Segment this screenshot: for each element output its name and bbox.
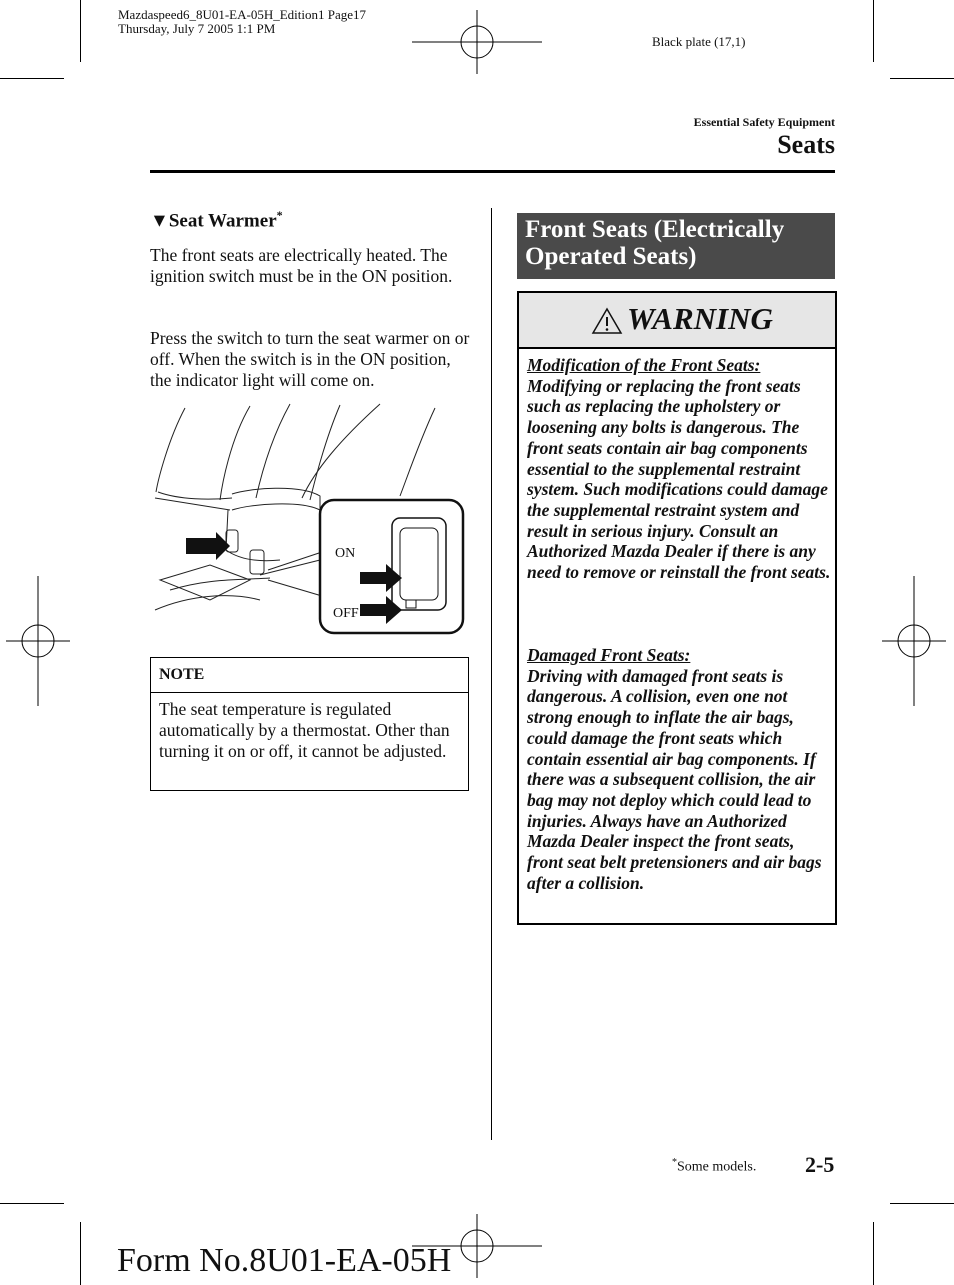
crop-mark [873,0,874,62]
column-divider [491,208,492,1140]
warning-title: WARNING [627,301,773,336]
form-number: Form No.8U01-EA-05H [117,1242,452,1279]
footnote [672,1157,756,1176]
note-text: The seat temperature is regulated automatically by a thermostat. Other than turning it on or off, it cannot be adjusted. [159,699,450,761]
page-title: Seats [777,130,835,159]
seat-warmer-illustration [150,400,470,640]
note-box [150,657,469,791]
print-info-line: Mazdaspeed6_8U01-EA-05H_Edition1 Page17 [118,7,367,22]
console-drawing [150,400,470,640]
warning-text: Driving with damaged front seats is dangerous. A collision, even one not strong enough to inflate the air bags, could damage the front seats which contain essential air bag components. If there was a subsequent collision, the air bag may not deploy which could lead to injuries. Always have an Authorized Mazda Dealer inspect the front seats, front seat belt pretensioners and air bags after a collision. [527,665,822,893]
warning-subtitle: Damaged Front Seats: [527,645,691,665]
registration-target-icon [412,10,542,74]
triangle-marker-icon: ▼ [150,210,169,232]
seat-warmer-heading [150,208,283,232]
header-rule [150,170,835,173]
warning-block [527,355,831,583]
plate-label: Black plate (17,1) [652,34,746,49]
section-label: Essential Safety Equipment [693,115,835,129]
crop-mark [890,1203,954,1204]
registration-target-icon [882,576,946,706]
note-title: NOTE [159,666,205,683]
paragraph: The front seats are electrically heated. The ignition switch must be in the ON position. [150,245,453,286]
registration-target-icon [6,576,70,706]
off-label: OFF [333,606,359,621]
crop-mark [80,0,81,62]
warning-triangle-icon [591,307,623,335]
page-number: 2-5 [805,1152,835,1177]
warning-block [527,645,831,893]
warning-header [519,293,835,349]
paragraph: Press the switch to turn the seat warmer on or off. When the switch is in the ON position, the indicator light will come on. [150,328,470,390]
footnote-star: * [276,208,283,222]
crop-mark [890,78,954,79]
crop-mark [873,1222,874,1285]
footnote-text: Some models. [677,1159,757,1175]
warning-text: Modifying or replacing the front seats such as replacing the upholstery or loosening any bolts is dangerous. The front seats contain air bag components essential to the supplemental restraint system. Such modifications could damage the supplemental restraint system and result in serious injury. Consult an Authorized Mazda Dealer if there is any need to remove or reinstall the front seats. [527,375,831,583]
on-label: ON [335,546,356,561]
crop-mark [80,1222,81,1285]
print-info-line: Thursday, July 7 2005 1:1 PM [118,21,276,36]
print-info [118,8,366,36]
footnote-star: * [672,1157,677,1168]
warning-subtitle: Modification of the Front Seats: [527,355,761,375]
crop-mark [0,1203,64,1204]
front-seats-heading: Front Seats (Electrically Operated Seats) [517,213,835,279]
heading-text: Seat Warmer [168,210,277,232]
crop-mark [0,78,64,79]
warning-box [517,291,837,925]
note-separator [151,692,468,693]
